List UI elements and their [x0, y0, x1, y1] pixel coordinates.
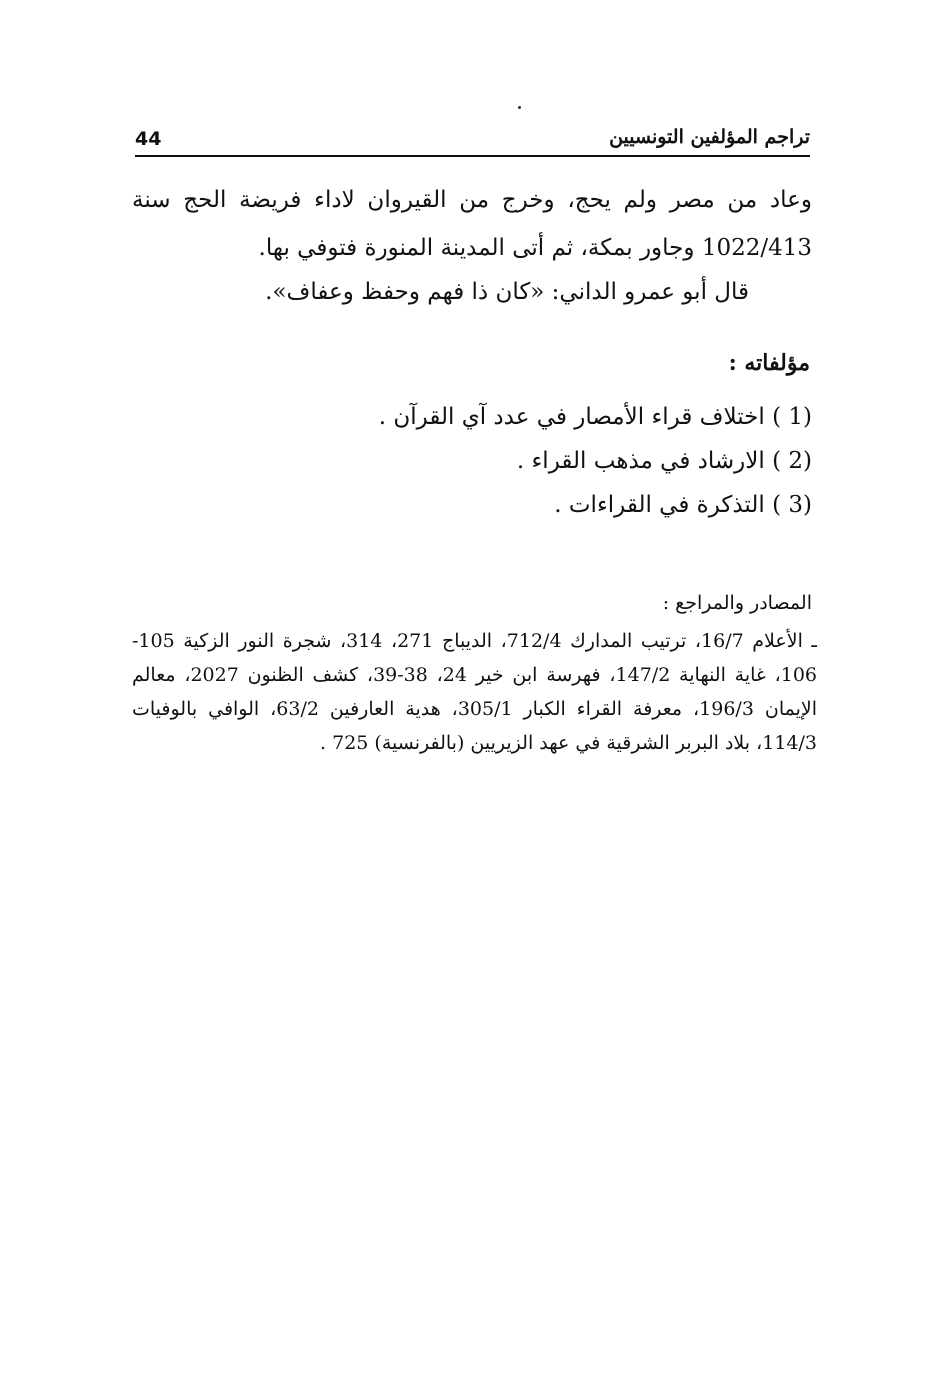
item-text: اختلاف قراء الأمصار في عدد آي القرآن .: [378, 404, 765, 430]
list-item: [132, 483, 812, 527]
sources-heading: المصادر والمراجع :: [662, 592, 812, 614]
works-heading: مؤلفاته :: [728, 350, 810, 376]
item-text: الارشاد في مذهب القراء .: [516, 448, 765, 474]
item-number: (3 ): [772, 492, 812, 518]
biography-paragraph: وعاد من مصر ولم يحج، وخرج من القيروان لاداء فريضة الحج سنة 1022/413 وجاور بمكة، ثم أتى المدينة المنورة فتوفي بها.: [132, 187, 812, 261]
item-text: التذكرة في القراءات .: [554, 492, 765, 518]
header-rule: [135, 155, 810, 157]
item-number: (2 ): [772, 448, 812, 474]
running-title: تراجم المؤلفين التونسيين: [609, 126, 810, 148]
works-list: [132, 395, 812, 527]
page-number: 44: [135, 128, 162, 150]
list-item: [132, 395, 812, 439]
page-header: [135, 118, 810, 158]
item-number: (1 ): [772, 404, 812, 430]
stray-ink-dot: [518, 106, 521, 109]
sources-text: ـ الأعلام 16/7، ترتيب المدارك 712/4، الديباج 271، 314، شجرة النور الزكية 105-106، غاية النهاية 147/2، فهرسة ابن خير 24، 38-39، كشف الظنون 2027، معالم الإيمان 196/3، معرفة القراء الكبار 305/1، هدية العارفين 63/2، الوافي بالوفيات 114/3، بلاد البربر الشرقية في عهد الزيريين (بالفرنسية) 725 .: [132, 630, 817, 754]
list-item: [132, 439, 812, 483]
quote-paragraph: قال أبو عمرو الداني: «كان ذا فهم وحفظ وعفاف».: [265, 279, 749, 305]
